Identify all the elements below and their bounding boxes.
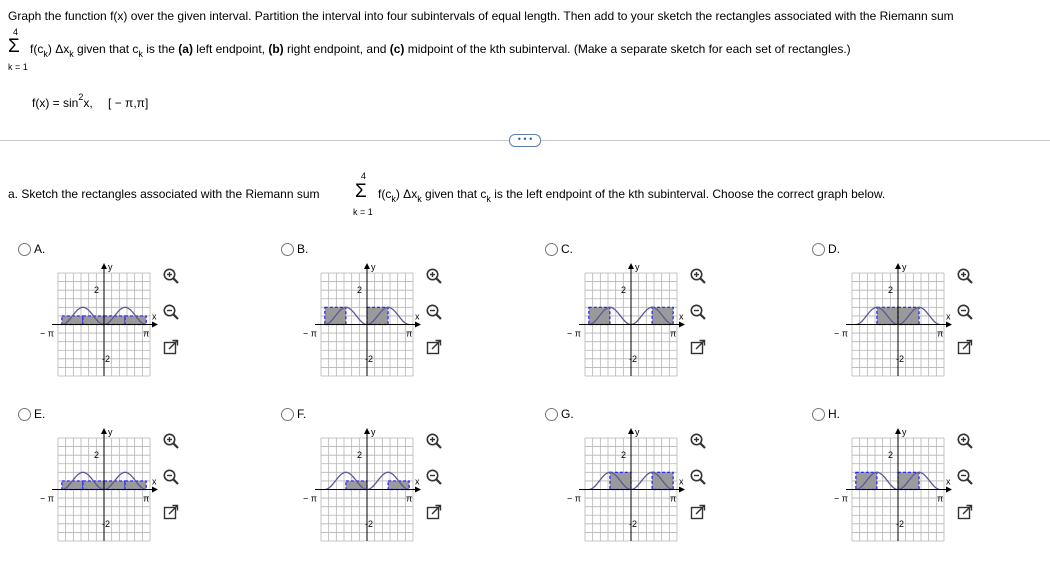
x-tick-right: π bbox=[937, 493, 944, 504]
part-a-dx-sub: k bbox=[417, 194, 422, 204]
option-radio-d[interactable] bbox=[812, 243, 825, 256]
x-tick-left: − π bbox=[40, 328, 54, 339]
sum-upper-limit: 4 bbox=[13, 27, 19, 37]
sum-term-close: ) bbox=[47, 42, 52, 56]
part-a-suffix bbox=[378, 187, 886, 204]
func-lhs: f(x) = sin bbox=[32, 96, 79, 110]
option-radio-h[interactable] bbox=[812, 408, 825, 421]
y-tick-top: 2 bbox=[621, 450, 627, 461]
x-tick-left: − π bbox=[834, 493, 848, 504]
y-tick-bottom: -2 bbox=[896, 518, 905, 529]
part-a-suffix-sub: k bbox=[486, 194, 491, 204]
option-graph-container bbox=[565, 426, 695, 549]
option-label: D. bbox=[828, 242, 840, 256]
option-label: B. bbox=[297, 242, 309, 256]
popout-icon[interactable] bbox=[425, 338, 443, 356]
answer-graph bbox=[38, 261, 168, 381]
x-axis-label: x bbox=[679, 476, 684, 487]
zoom-out-icon[interactable] bbox=[425, 303, 443, 321]
popout-icon[interactable] bbox=[162, 503, 180, 521]
answer-graph bbox=[565, 426, 695, 546]
option-label: F. bbox=[297, 407, 307, 421]
y-axis-label: y bbox=[108, 262, 113, 272]
sum-term-c: (c bbox=[33, 42, 44, 56]
x-axis-label: x bbox=[946, 311, 951, 322]
x-tick-left: − π bbox=[567, 493, 581, 504]
sum-term-f: f bbox=[30, 42, 34, 56]
func-exponent: 2 bbox=[78, 92, 84, 102]
given-sub: k bbox=[138, 49, 143, 59]
option-graph-container bbox=[832, 426, 962, 549]
y-tick-top: 2 bbox=[621, 285, 627, 296]
popout-icon[interactable] bbox=[162, 338, 180, 356]
x-tick-left: − π bbox=[834, 328, 848, 339]
zoom-out-icon[interactable] bbox=[689, 468, 707, 486]
option-graph-container bbox=[832, 261, 962, 384]
answer-graph bbox=[832, 426, 962, 546]
sum-expression bbox=[30, 42, 851, 59]
y-tick-top: 2 bbox=[888, 285, 894, 296]
x-tick-left: − π bbox=[303, 493, 317, 504]
option-label: G. bbox=[561, 407, 574, 421]
x-tick-right: π bbox=[670, 493, 677, 504]
option-graph-container bbox=[301, 426, 431, 549]
y-axis-label: y bbox=[635, 427, 640, 437]
y-tick-bottom: -2 bbox=[629, 353, 638, 364]
popout-icon[interactable] bbox=[956, 503, 974, 521]
answer-graph bbox=[832, 261, 962, 381]
zoom-in-icon[interactable] bbox=[162, 432, 180, 450]
zoom-in-icon[interactable] bbox=[162, 267, 180, 285]
option-graph-container bbox=[38, 261, 168, 384]
part-a-term-close: ) Δx bbox=[395, 187, 418, 201]
zoom-in-icon[interactable] bbox=[425, 432, 443, 450]
y-axis-label: y bbox=[108, 427, 113, 437]
answer-graph bbox=[565, 261, 695, 381]
zoom-out-icon[interactable] bbox=[162, 468, 180, 486]
x-tick-left: − π bbox=[40, 493, 54, 504]
option-radio-b[interactable] bbox=[281, 243, 294, 256]
y-tick-bottom: -2 bbox=[102, 353, 111, 364]
function-interval: [ − π,π] bbox=[108, 96, 149, 110]
answer-graph bbox=[38, 426, 168, 546]
zoom-out-icon[interactable] bbox=[425, 468, 443, 486]
option-radio-a[interactable] bbox=[18, 243, 31, 256]
sigma-symbol: Σ bbox=[8, 36, 20, 57]
option-graph-container bbox=[301, 261, 431, 384]
x-tick-right: π bbox=[406, 328, 413, 339]
zoom-in-icon[interactable] bbox=[689, 432, 707, 450]
zoom-in-icon[interactable] bbox=[425, 267, 443, 285]
rest-b-text: right endpoint, and bbox=[283, 42, 390, 56]
part-a-sigma: Σ bbox=[355, 181, 367, 202]
y-axis-label: y bbox=[371, 262, 376, 272]
zoom-out-icon[interactable] bbox=[956, 468, 974, 486]
zoom-in-icon[interactable] bbox=[689, 267, 707, 285]
y-tick-top: 2 bbox=[357, 285, 363, 296]
option-label: A. bbox=[34, 242, 46, 256]
option-radio-c[interactable] bbox=[545, 243, 558, 256]
zoom-in-icon[interactable] bbox=[956, 267, 974, 285]
sum-term-dx: Δx bbox=[55, 42, 70, 56]
x-axis-label: x bbox=[946, 476, 951, 487]
y-tick-bottom: -2 bbox=[365, 518, 374, 529]
question-intro: Graph the function f(x) over the given interval. Partition the interval into four subintervals of equal length. Then add to your sketch the rectangles associated with the Riemann sum bbox=[8, 9, 954, 23]
part-a-term: f(c bbox=[378, 187, 392, 201]
y-tick-bottom: -2 bbox=[102, 518, 111, 529]
y-axis-label: y bbox=[902, 427, 907, 437]
more-button[interactable]: • • • bbox=[509, 134, 541, 147]
x-tick-left: − π bbox=[303, 328, 317, 339]
y-axis-label: y bbox=[902, 262, 907, 272]
zoom-out-icon[interactable] bbox=[956, 303, 974, 321]
y-tick-top: 2 bbox=[888, 450, 894, 461]
rest-a-text: left endpoint, bbox=[192, 42, 269, 56]
option-label: E. bbox=[34, 407, 46, 421]
answer-graph bbox=[301, 261, 431, 381]
y-tick-bottom: -2 bbox=[629, 518, 638, 529]
option-label: C. bbox=[561, 242, 573, 256]
zoom-out-icon[interactable] bbox=[689, 303, 707, 321]
popout-icon[interactable] bbox=[425, 503, 443, 521]
popout-icon[interactable] bbox=[689, 503, 707, 521]
part-a-suffix-pre: given that c bbox=[425, 187, 487, 201]
function-definition bbox=[32, 92, 149, 110]
sum-lower-limit: k = 1 bbox=[8, 62, 28, 72]
option-radio-g[interactable] bbox=[545, 408, 558, 421]
rest-pre: is the bbox=[142, 42, 179, 56]
x-tick-right: π bbox=[406, 493, 413, 504]
given-that: given that c bbox=[77, 42, 139, 56]
y-axis-label: y bbox=[635, 262, 640, 272]
y-tick-top: 2 bbox=[357, 450, 363, 461]
sum-term-c-sub: k bbox=[43, 49, 48, 59]
option-graph-container bbox=[38, 426, 168, 549]
part-a-term-sub: k bbox=[391, 194, 396, 204]
rest-a: (a) bbox=[178, 42, 193, 56]
y-tick-bottom: -2 bbox=[365, 353, 374, 364]
y-tick-top: 2 bbox=[94, 450, 100, 461]
y-tick-bottom: -2 bbox=[896, 353, 905, 364]
option-radio-e[interactable] bbox=[18, 408, 31, 421]
x-axis-label: x bbox=[415, 476, 420, 487]
option-label: H. bbox=[828, 407, 840, 421]
y-tick-top: 2 bbox=[94, 285, 100, 296]
x-tick-left: − π bbox=[567, 328, 581, 339]
x-axis-label: x bbox=[152, 311, 157, 322]
part-a-suffix-text: is the left endpoint of the kth subinterval. Choose the correct graph below. bbox=[490, 187, 886, 201]
part-a-prefix: a. Sketch the rectangles associated with the Riemann sum bbox=[8, 187, 320, 201]
x-axis-label: x bbox=[679, 311, 684, 322]
rest-c: (c) bbox=[389, 42, 405, 56]
rest-c-text: midpoint of the kth subinterval. (Make a separate sketch for each set of rectangles.) bbox=[404, 42, 851, 56]
rest-b: (b) bbox=[268, 42, 284, 56]
x-axis-label: x bbox=[415, 311, 420, 322]
func-rhs: x, bbox=[83, 96, 93, 110]
part-a-sum-lower: k = 1 bbox=[353, 207, 373, 217]
part-a-sum-upper: 4 bbox=[361, 171, 367, 181]
x-tick-right: π bbox=[937, 328, 944, 339]
sum-term-dx-sub: k bbox=[69, 49, 74, 59]
zoom-out-icon[interactable] bbox=[162, 303, 180, 321]
zoom-in-icon[interactable] bbox=[956, 432, 974, 450]
option-graph-container bbox=[565, 261, 695, 384]
popout-icon[interactable] bbox=[689, 338, 707, 356]
x-tick-right: π bbox=[670, 328, 677, 339]
option-radio-f[interactable] bbox=[281, 408, 294, 421]
y-axis-label: y bbox=[371, 427, 376, 437]
answer-graph bbox=[301, 426, 431, 546]
popout-icon[interactable] bbox=[956, 338, 974, 356]
x-axis-label: x bbox=[152, 476, 157, 487]
x-tick-right: π bbox=[143, 328, 150, 339]
x-tick-right: π bbox=[143, 493, 150, 504]
